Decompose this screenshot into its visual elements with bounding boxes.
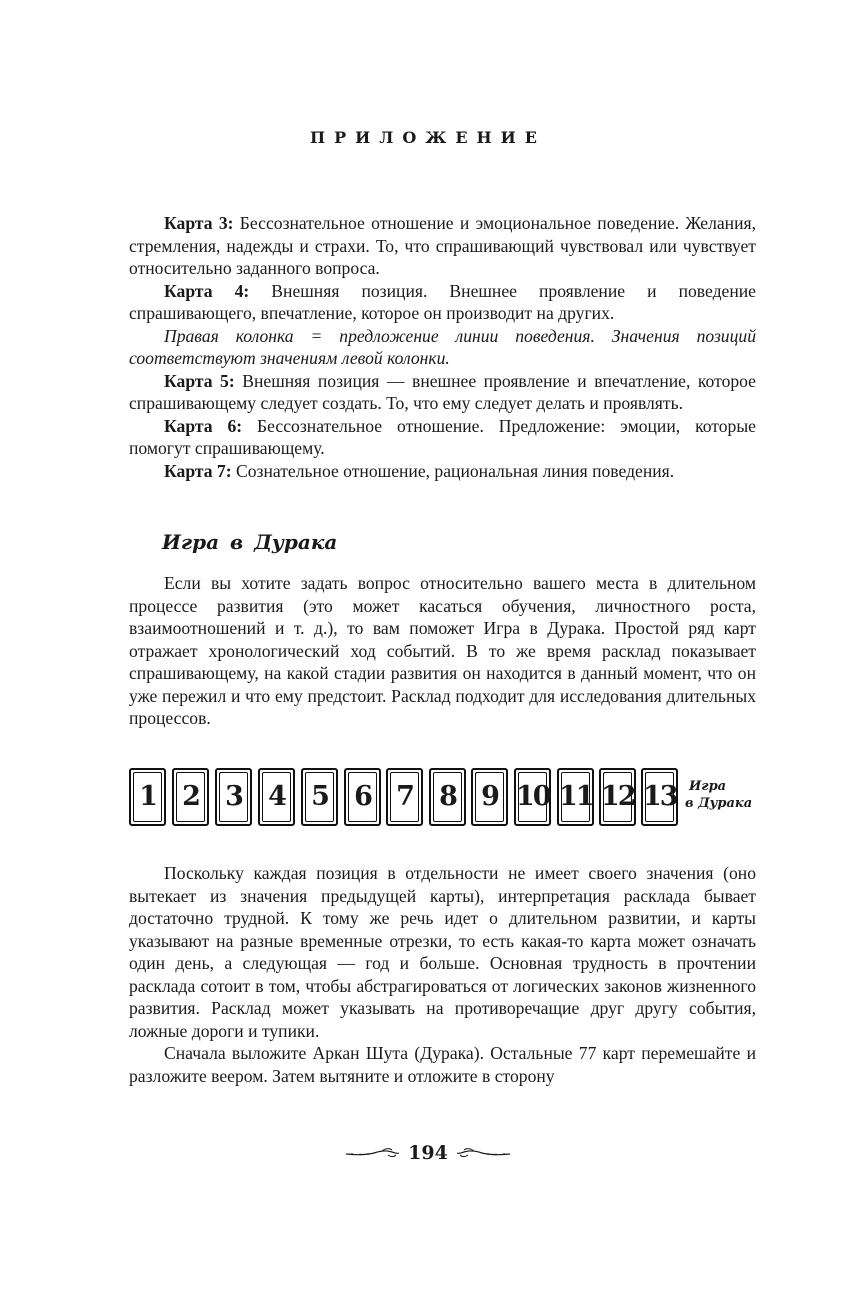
section-heading: Игра в Дурака bbox=[162, 530, 338, 554]
right-ornament-icon bbox=[456, 1147, 512, 1159]
page-number: 194 bbox=[408, 1142, 448, 1164]
spread-card-8 bbox=[429, 768, 466, 826]
spread-label bbox=[685, 778, 775, 812]
page-number-footer bbox=[0, 1142, 856, 1166]
left-ornament-icon bbox=[344, 1147, 400, 1159]
card-5-paragraph bbox=[129, 370, 756, 415]
spread-label-line-2: в Дурака bbox=[685, 796, 753, 811]
spread-card-10 bbox=[514, 768, 551, 826]
spread-card-6 bbox=[344, 768, 381, 826]
spread-card-9 bbox=[471, 768, 508, 826]
card-positions-section bbox=[129, 212, 756, 482]
spread-card-11-number: 11 bbox=[559, 781, 593, 812]
card-3-label: Карта 3: bbox=[164, 213, 234, 233]
spread-card-2 bbox=[172, 768, 209, 826]
fool-game-spread-diagram bbox=[129, 768, 769, 830]
card-3-paragraph bbox=[129, 212, 756, 280]
spread-card-13 bbox=[641, 768, 678, 826]
spread-card-4-number: 4 bbox=[268, 781, 285, 812]
intro-section bbox=[129, 572, 756, 730]
spread-card-5-number: 5 bbox=[311, 781, 328, 812]
spread-card-3 bbox=[215, 768, 252, 826]
card-4-paragraph bbox=[129, 280, 756, 325]
spread-card-7-number: 7 bbox=[396, 781, 413, 812]
card-6-paragraph bbox=[129, 415, 756, 460]
card-7-label: Карта 7: bbox=[164, 460, 232, 481]
card-5-label: Карта 5: bbox=[164, 370, 235, 391]
spread-card-4 bbox=[258, 768, 295, 826]
right-column-note: Правая колонка = предложение линии поведения. Значения позиций соответствуют значениям левой колонки. bbox=[129, 325, 756, 368]
card-6-label: Карта 6: bbox=[164, 415, 243, 436]
card-6-text: Бессознательное отношение. Предложение: эмоции, которые помогут спрашивающему. bbox=[129, 415, 756, 458]
spread-card-9-number: 9 bbox=[481, 781, 498, 812]
card-3-text: Бессознательное отношение и эмоциональное поведение. Желания, стремления, надежды и страхи. То, что спрашивающий чувствовал или чувствует относительно заданного вопроса. bbox=[129, 213, 756, 278]
spread-card-2-number: 2 bbox=[182, 781, 199, 812]
intro-paragraph: Если вы хотите задать вопрос относительно вашего места в длительном процессе развития (это может касаться обучения, личностного роста, взаимоотношений и т. д.), то вам поможет Игра в Дурака. Простой ряд карт отражает хронологический ход событий. В то же время расклад показывает спрашивающему, на какой стадии развития он находится в данный момент, что он уже пережил и что ему предстоит. Расклад подходит для исследования длительных процессов. bbox=[129, 573, 756, 728]
spread-card-6-number: 6 bbox=[354, 781, 371, 812]
spread-card-12-number: 12 bbox=[601, 781, 635, 812]
spread-card-10-number: 10 bbox=[516, 781, 550, 812]
spread-card-1-number: 1 bbox=[139, 781, 156, 812]
spread-card-11 bbox=[557, 768, 594, 826]
spread-card-1 bbox=[129, 768, 166, 826]
spread-card-12 bbox=[599, 768, 636, 826]
card-4-text: Внешняя позиция. Внешнее проявление и поведение спрашивающего, впечатление, которое он производит на других. bbox=[129, 280, 756, 323]
card-7-text: Сознательное отношение, рациональная линия поведения. bbox=[231, 460, 675, 481]
body-paragraph-2: Сначала выложите Аркан Шута (Дурака). Остальные 77 карт перемешайте и разложите веером. Затем вытяните и отложите в сторону bbox=[129, 1043, 756, 1086]
interpretation-section bbox=[129, 862, 756, 1087]
card-4-label: Карта 4: bbox=[164, 280, 250, 301]
spread-card-13-number: 13 bbox=[643, 781, 677, 812]
spread-label-line-1: Игра bbox=[689, 779, 727, 794]
spread-card-3-number: 3 bbox=[225, 781, 242, 812]
spread-card-5 bbox=[301, 768, 338, 826]
running-head: ПРИЛОЖЕНИЕ bbox=[310, 128, 546, 147]
card-5-text: Внешняя позиция — внешнее проявление и впечатление, которое спрашивающему следует создать. То, что ему следует делать и проявлять. bbox=[129, 370, 756, 413]
card-7-paragraph bbox=[129, 460, 756, 483]
spread-card-8-number: 8 bbox=[439, 781, 456, 812]
spread-card-7 bbox=[386, 768, 423, 826]
body-paragraph-1: Поскольку каждая позиция в отдельности не имеет своего значения (оно вытекает из значения предыдущей карты), интерпретация расклада бывает достаточно трудной. К тому же речь идет о длительном развитии, и карты указывают на разные временные отрезки, то есть какая-то карта может означать один день, а следующая — год и больше. Основная трудность в прочтении расклада сотоит в том, чтобы абстрагироваться от логических законов жизненного развития. Расклад может указывать на противоречащие друг другу события, ложные дороги и тупики. bbox=[129, 863, 756, 1041]
